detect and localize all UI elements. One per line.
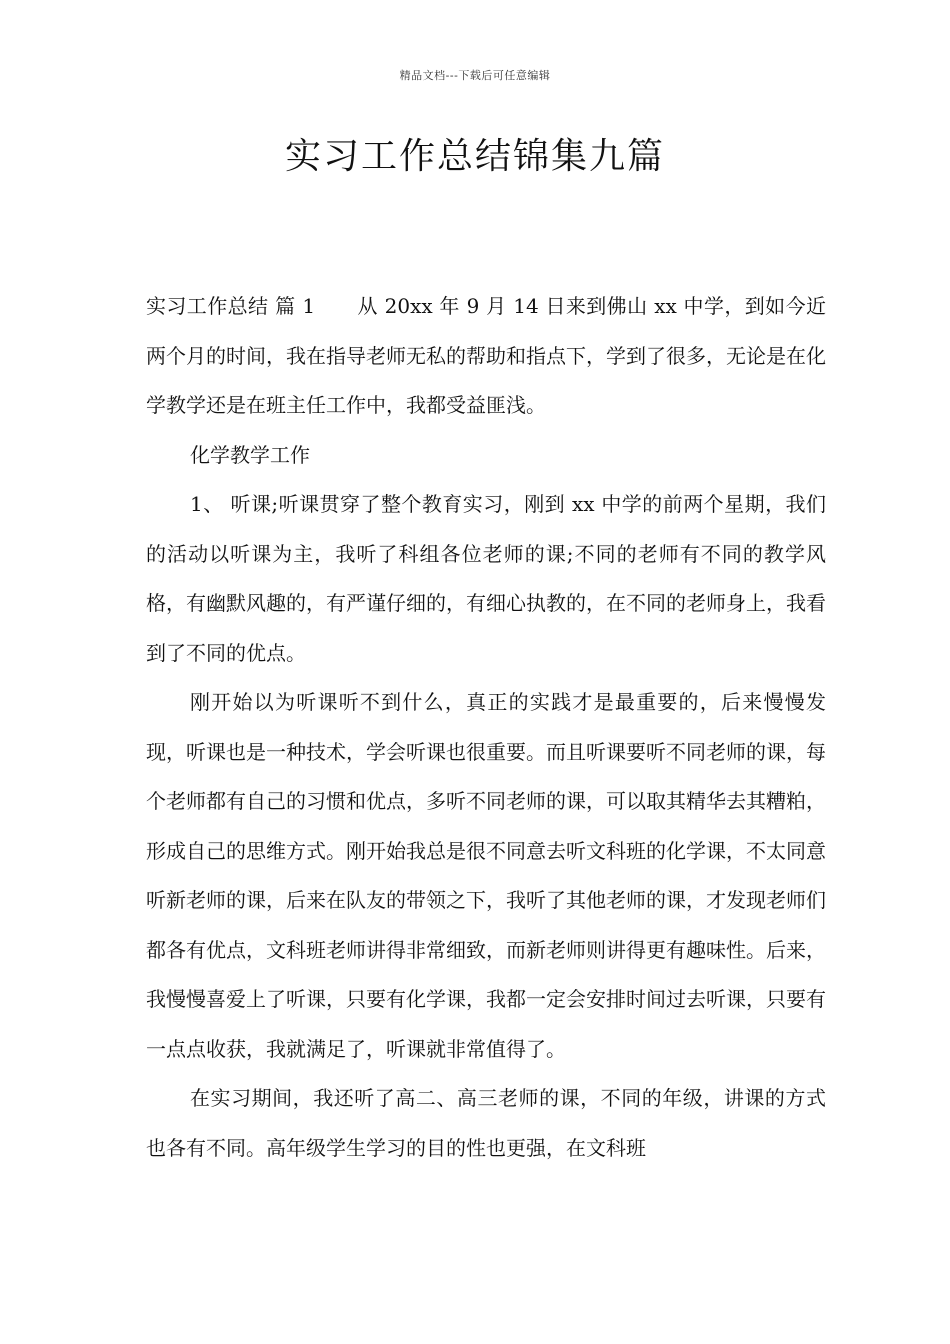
intro-text: 从 20xx 年 9 月 14 日来到佛山 xx 中学，到如今近两个月的时间，我在指导老师无私的帮助和指点下，学到了很多，无论是在化学教学还是在班主任工作中，我都受益匪浅。 bbox=[146, 294, 826, 417]
intro-label: 实习工作总结 篇 1 bbox=[146, 294, 316, 318]
document-title: 实习工作总结锦集九篇 bbox=[284, 136, 665, 177]
section-heading: 化学教学工作 bbox=[190, 442, 310, 467]
body-paragraph-learning: 刚开始以为听课听不到什么，真正的实践才是最重要的，后来慢慢发现，听课也是一种技术，学会听课也很重要。而且听课要听不同老师的课，每个老师都有自己的习惯和优点，多听不同老师的课，可以取其精华去其糟粕，形成自己的思维方式。刚开始我总是很不同意去听文科班的化学课，不太同意听新老师的课，后来在队友的带领之下，我听了其他老师的课，才发现老师们都各有优点，文科班老师讲得非常细致，而新老师则讲得更有趣味性。后来，我慢慢喜爱上了听课，只要有化学课，我都一定会安排时间过去听课，只要有一点点收获，我就满足了，听课就非常值得了。 bbox=[146, 690, 826, 1061]
document-body bbox=[146, 282, 826, 1173]
body-paragraph-grades: 在实习期间，我还听了高二、高三老师的课，不同的年级，讲课的方式也各有不同。高年级学生学习的目的性也更强，在文科班 bbox=[146, 1086, 826, 1160]
header-note: 精品文档---下载后可任意编辑 bbox=[399, 69, 551, 82]
body-paragraph-listening: 1、 听课;听课贯穿了整个教育实习，刚到 xx 中学的前两个星期，我们的活动以听课为主，我听了科组各位老师的课;不同的老师有不同的教学风格，有幽默风趣的，有严谨仔细的，有细心执教的，在不同的老师身上，我看到了不同的优点。 bbox=[146, 492, 826, 665]
intro-paragraph bbox=[146, 282, 826, 431]
